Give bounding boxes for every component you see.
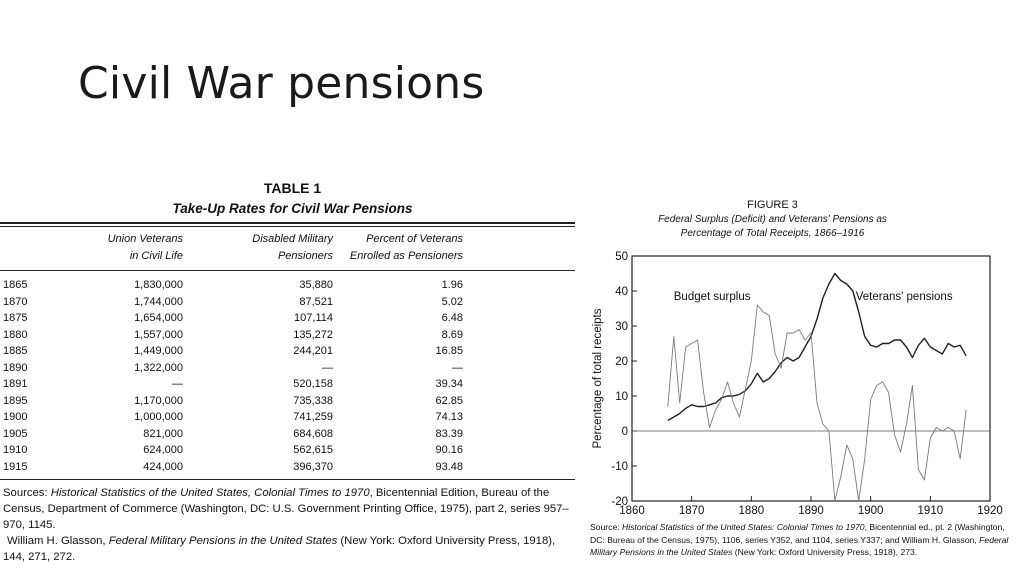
cell-percent: 90.16 — [435, 444, 463, 456]
table-row — [0, 426, 575, 443]
cell-year: 1895 — [3, 394, 28, 407]
cell-veterans: 624,000 — [143, 444, 183, 456]
cell-percent: 62.85 — [435, 394, 463, 407]
source-2-rest: (New York: Oxford University Press, 1918), 144, 271, 272. — [3, 535, 556, 563]
cell-percent: 5.02 — [441, 295, 463, 308]
figure-block — [585, 195, 1020, 570]
cell-year: 1910 — [3, 444, 28, 456]
header-year — [0, 227, 63, 268]
header-percent-line2: Enrolled as Pensioners — [349, 250, 463, 262]
figure-sources — [590, 521, 1015, 559]
cell-percent: — — [452, 361, 463, 374]
table-row — [0, 442, 575, 459]
cell-veterans: 1,322,000 — [134, 361, 183, 374]
table-heading: TABLE 1 — [263, 180, 322, 196]
table-source-2 — [3, 533, 571, 565]
fig-source-end: (New York: Oxford University Press, 1918), 273. — [732, 547, 918, 557]
cell-disabled: 244,201 — [293, 345, 333, 357]
y-tick-label: 0 — [621, 426, 628, 438]
x-tick-label: 1870 — [678, 505, 705, 517]
x-tick-label: 1900 — [857, 505, 884, 517]
table-row — [0, 459, 575, 476]
cell-disabled: — — [322, 361, 333, 374]
cell-percent: 74.13 — [435, 411, 463, 423]
header-percent-line1: Percent of Veterans — [366, 233, 463, 245]
header-disabled-line1: Disabled Military — [252, 233, 333, 245]
cell-percent: 39.34 — [435, 378, 463, 390]
table-row — [0, 393, 575, 410]
table-row — [0, 409, 575, 426]
header-pad — [463, 227, 575, 268]
cell-disabled: 520,158 — [293, 378, 333, 390]
figure-caption-line2: Percentage of Total Receipts, 1866–1916 — [680, 228, 865, 239]
y-tick-label: 10 — [615, 391, 628, 403]
fig-source-title-1: Historical Statistics of the United States: Colonial Times to 1970 — [622, 522, 865, 532]
y-tick-label: 50 — [615, 251, 628, 263]
cell-veterans: — — [172, 378, 183, 390]
cell-percent: 8.69 — [441, 328, 463, 341]
y-axis-label: Percentage of total receipts — [592, 308, 604, 449]
cell-disabled: 107,114 — [294, 312, 333, 324]
cell-disabled: 396,370 — [293, 460, 333, 473]
source-1-title: Historical Statistics of the United States, Colonial Times to 1970 — [50, 487, 370, 499]
cell-year: 1890 — [3, 361, 28, 374]
cell-veterans: 1,557,000 — [134, 328, 183, 341]
header-disabled-pensioners — [183, 227, 333, 268]
cell-percent: 93.48 — [435, 460, 463, 473]
x-tick-label: 1920 — [977, 505, 1003, 517]
cell-year: 1905 — [3, 427, 28, 440]
fig-source-prefix: Source: — [590, 522, 623, 532]
header-percent-enrolled — [333, 227, 463, 268]
cell-percent: 83.39 — [435, 427, 463, 440]
cell-year: 1865 — [3, 279, 28, 291]
header-union-veterans-line1: Union Veterans — [107, 233, 183, 245]
y-tick-label: -20 — [611, 496, 628, 508]
x-tick-label: 1910 — [917, 505, 944, 517]
cell-year: 1900 — [3, 411, 28, 423]
x-tick-label: 1880 — [738, 505, 765, 517]
table-row — [0, 360, 575, 377]
fig-source-title-2: Federal Military Pensions in the United States — [590, 534, 1009, 557]
y-tick-label: -10 — [611, 461, 628, 473]
cell-year: 1891 — [3, 378, 28, 390]
table-sources — [0, 485, 575, 565]
cell-percent: 16.85 — [435, 345, 463, 357]
table-row — [0, 294, 575, 311]
cell-year: 1875 — [3, 312, 28, 324]
series-annotation: Budget surplus — [673, 290, 751, 303]
table-rule-top — [0, 222, 575, 224]
cell-veterans: 424,000 — [143, 460, 183, 473]
y-tick-label: 30 — [615, 321, 628, 333]
cell-disabled: 35,880 — [299, 279, 333, 291]
cell-year: 1870 — [3, 295, 28, 308]
series-line — [668, 305, 966, 501]
cell-veterans: 1,830,000 — [134, 279, 183, 291]
cell-veterans: 1,449,000 — [134, 345, 183, 357]
header-disabled-line2: Pensioners — [277, 250, 333, 262]
cell-percent: 1.96 — [441, 279, 463, 291]
cell-veterans: 1,744,000 — [134, 295, 183, 308]
pension-table — [0, 227, 575, 475]
series-annotation: Veterans' pensions — [855, 290, 953, 303]
table-row — [0, 343, 575, 360]
cell-veterans: 821,000 — [143, 427, 183, 440]
table-row — [0, 310, 575, 327]
y-tick-label: 40 — [615, 286, 628, 298]
cell-disabled: 684,608 — [293, 427, 333, 440]
cell-year: 1885 — [3, 345, 28, 357]
header-union-veterans-line2: in Civil Life — [129, 250, 183, 262]
table-rule-bottom — [0, 479, 575, 480]
figure-caption-line1: Federal Surplus (Deficit) and Veterans' Pensions as — [658, 214, 887, 225]
source-1-rest: , Bicentennial Edition, Bureau of the Census, Department of Commerce (Washington, DC: U.S. Government Printing Office, 1975), part 2, series 957–970, 1145. — [3, 487, 569, 531]
cell-disabled: 87,521 — [299, 295, 333, 308]
table-source-1 — [3, 485, 571, 533]
line-chart — [585, 195, 1020, 525]
header-union-veterans — [63, 227, 183, 268]
cell-disabled: 741,259 — [293, 411, 333, 423]
y-tick-label: 20 — [615, 356, 628, 368]
cell-year: 1880 — [3, 328, 28, 341]
table-row — [0, 376, 575, 393]
cell-veterans: 1,170,000 — [134, 394, 183, 407]
slide-title: Civil War pensions — [78, 58, 485, 109]
cell-veterans: 1,654,000 — [134, 312, 183, 324]
table-row — [0, 271, 575, 294]
figure-heading: FIGURE 3 — [747, 199, 798, 211]
cell-year: 1915 — [3, 460, 28, 473]
x-tick-label: 1890 — [798, 505, 824, 517]
pension-table-block — [0, 180, 575, 565]
fig-source-mid: , Bicentennial ed., pt. 2 (Washington, DC: Bureau of the Census, 1975), 1106, series Y352, and 1104, series Y337; and William H. Glasson, — [590, 522, 1005, 545]
table-caption: Take-Up Rates for Civil War Pensions — [172, 201, 413, 216]
source-1-prefix: Sources: — [3, 487, 51, 499]
table-header-row — [0, 227, 575, 268]
cell-disabled: 562,615 — [293, 444, 333, 456]
cell-disabled: 735,338 — [293, 394, 333, 407]
cell-veterans: 1,000,000 — [134, 411, 183, 423]
cell-disabled: 135,272 — [293, 328, 333, 341]
table-row — [0, 327, 575, 344]
cell-percent: 6.48 — [441, 312, 463, 324]
source-2-title: Federal Military Pensions in the United States — [108, 535, 338, 547]
x-tick-label: 1860 — [619, 505, 645, 517]
source-2-prefix: William H. Glasson, — [7, 535, 109, 547]
